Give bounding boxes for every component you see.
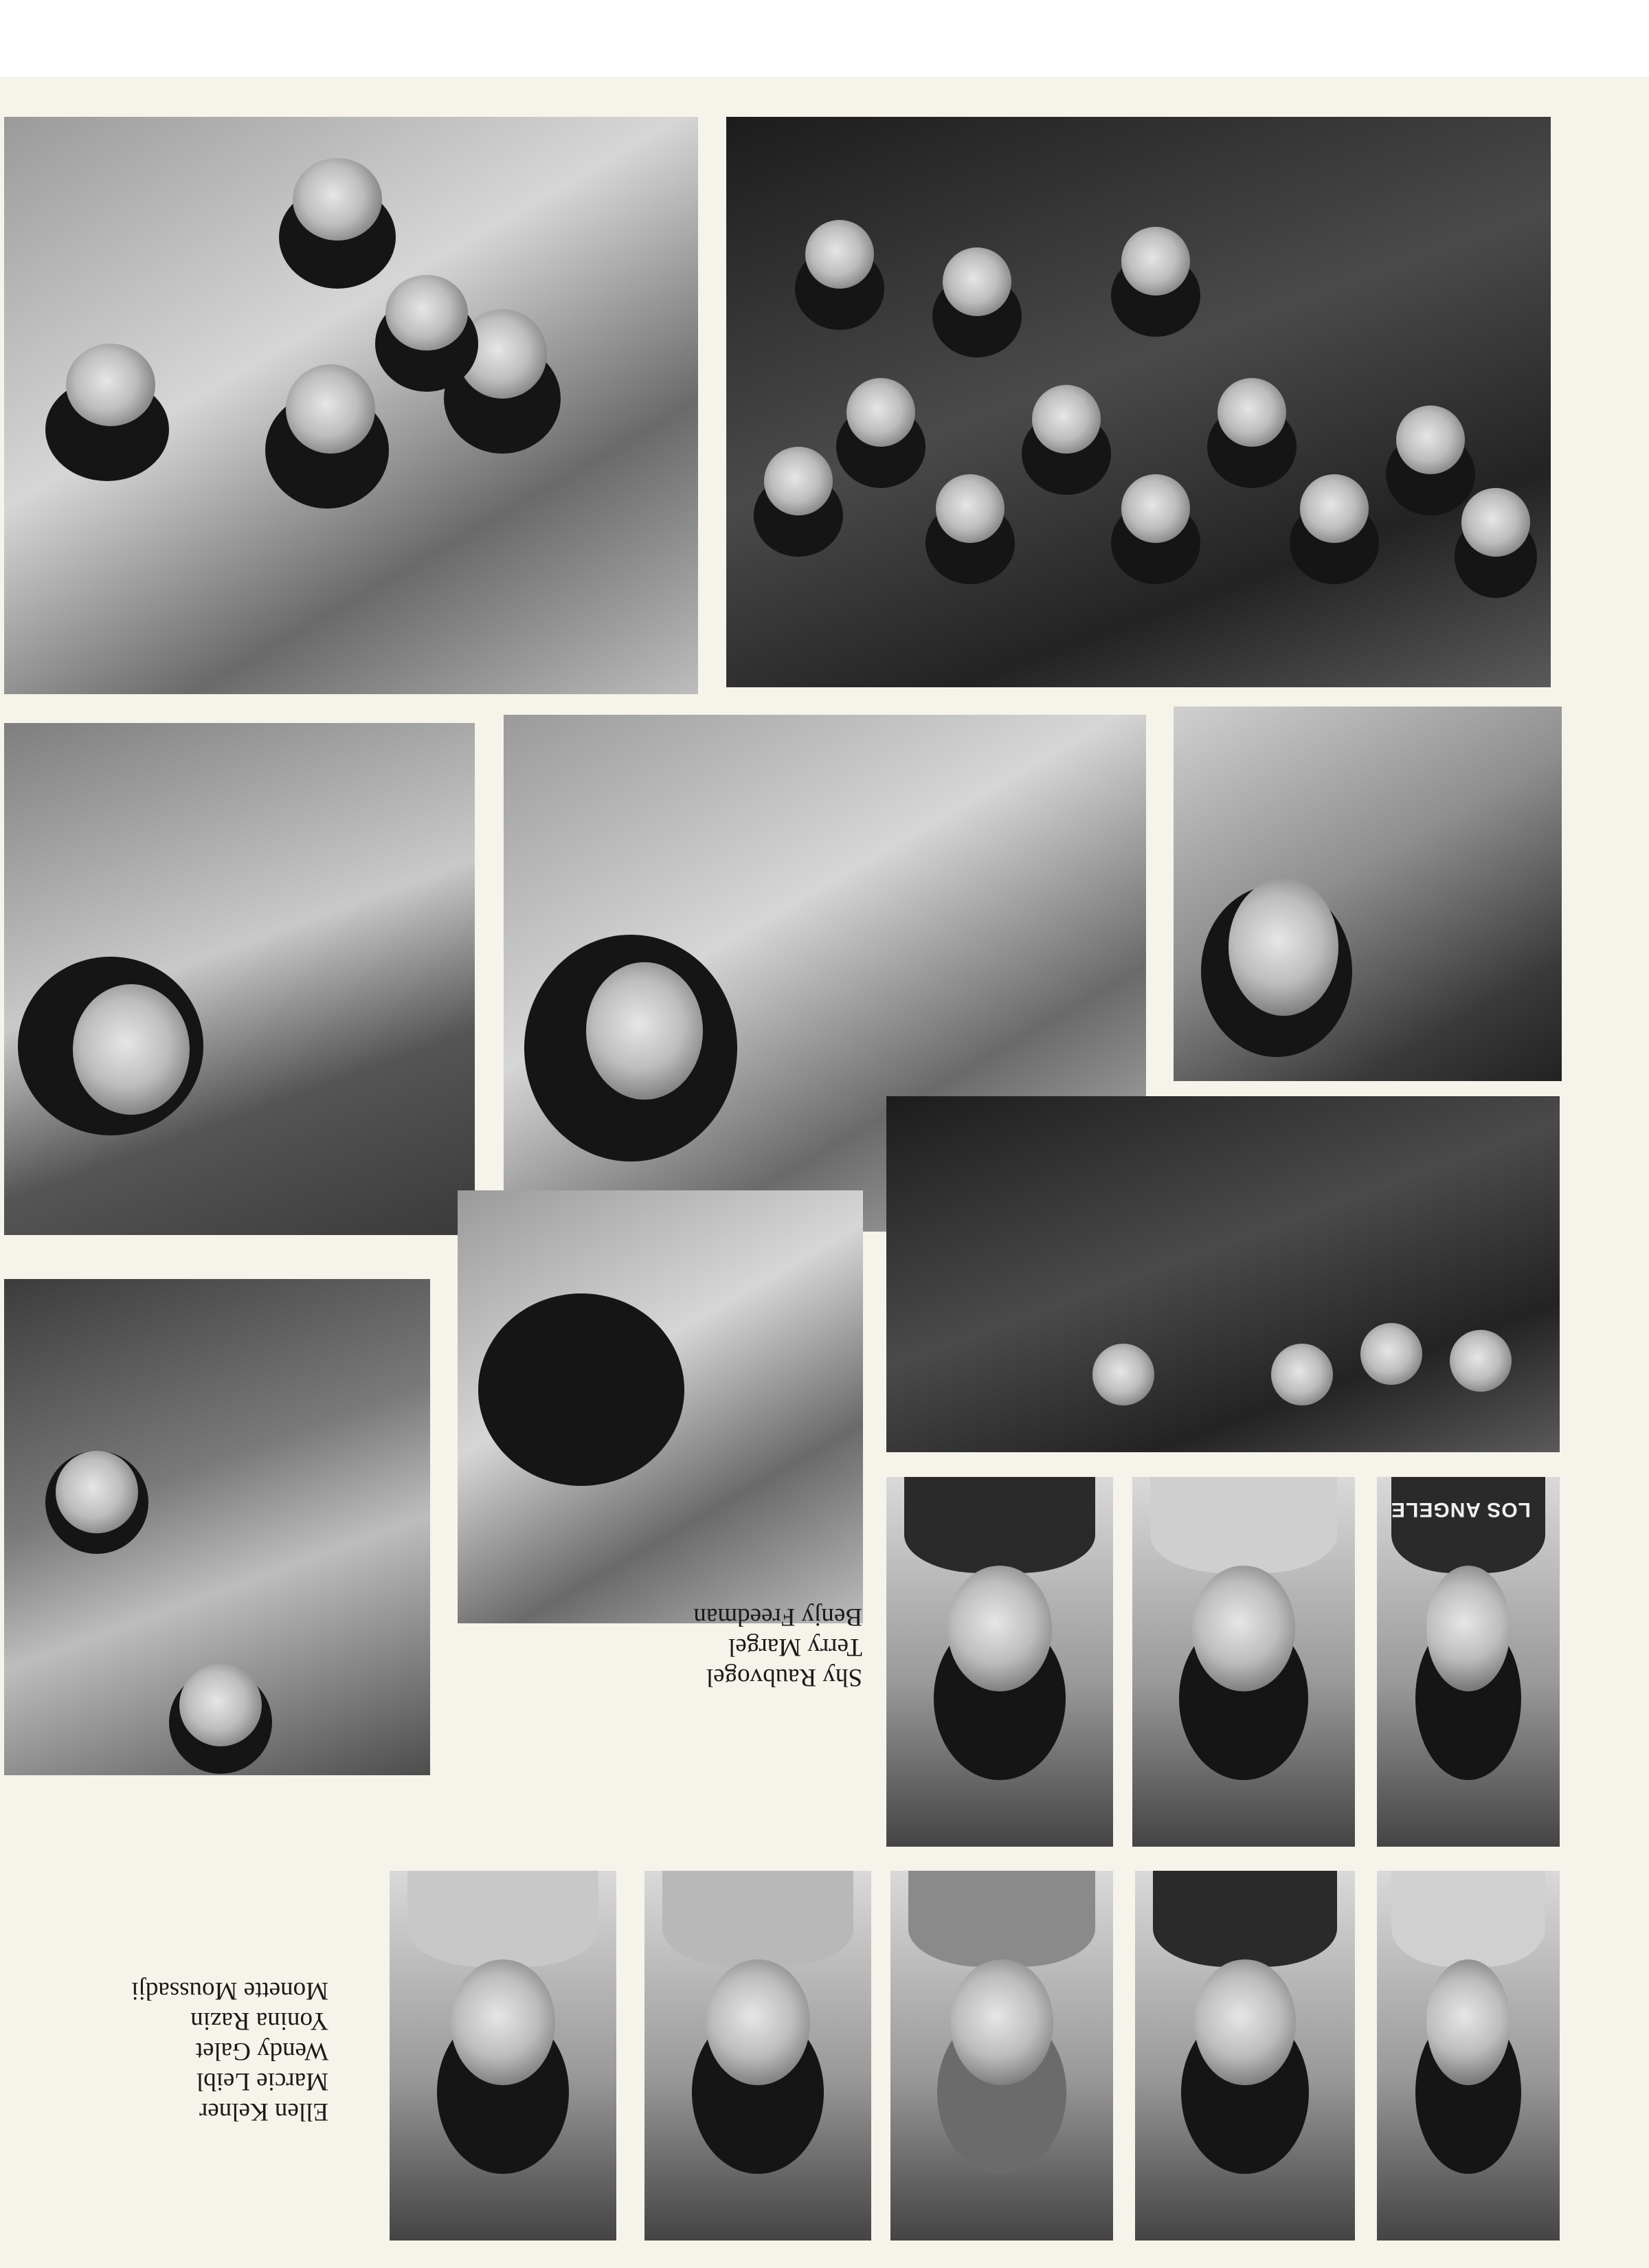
child-face: [1092, 1344, 1154, 1405]
student-face: [385, 275, 468, 351]
portrait-marcie-leibl: [644, 1871, 871, 2241]
photo-students-at-table: [4, 117, 698, 694]
student-face: [805, 220, 874, 289]
caption-name: Monette Moussadji: [131, 1977, 328, 2005]
student-face: [943, 247, 1011, 316]
student-face: [56, 1451, 138, 1533]
photo-class-group: [726, 117, 1551, 687]
caption-name: Wendy Galet: [195, 2037, 328, 2065]
portrait-ellen-kelner: [390, 1871, 616, 2241]
student-face: [1396, 405, 1465, 474]
student-face: [1121, 474, 1190, 543]
student-face: [1229, 878, 1338, 1016]
student-face: [1218, 378, 1286, 447]
cap: [478, 1293, 684, 1486]
shirt-text: LOS ANGELE: [1391, 1498, 1531, 1521]
portrait-terry-margel: [1132, 1477, 1355, 1847]
student-face: [1300, 474, 1369, 543]
student-face: [846, 378, 915, 447]
page-sheet: [0, 77, 1649, 2268]
student-face: [1461, 488, 1530, 557]
caption-name: Shy Raubvogel: [706, 1663, 862, 1691]
student-face: [73, 984, 190, 1115]
caption-name: Yonina Razin: [190, 2007, 328, 2035]
student-face: [936, 474, 1005, 543]
caption-left-group: [109, 1975, 328, 2126]
photo-children-at-table: [886, 1096, 1560, 1452]
student-face: [586, 962, 703, 1100]
portrait-benjy-freedman: [1377, 1477, 1560, 1847]
photo-students-with-string: [4, 1279, 430, 1775]
caption-name: Marcie Leibl: [196, 2067, 328, 2095]
portrait-wendy-galet: [890, 1871, 1113, 2241]
caption-right-group: [656, 1601, 862, 1692]
portrait-yonina-razin: [1135, 1871, 1355, 2241]
photo-student-in-cap: [458, 1190, 863, 1623]
student-face: [764, 447, 833, 515]
caption-name: Ellen Kelner: [199, 2098, 328, 2126]
caption-name: Benjy Freedman: [693, 1603, 862, 1631]
student-face: [1121, 227, 1190, 296]
student-face: [179, 1664, 262, 1746]
photo-student-at-window: [1174, 707, 1562, 1081]
portrait-monette-moussadji: [1377, 1871, 1560, 2241]
child-face: [1360, 1323, 1422, 1385]
child-face: [1271, 1344, 1333, 1405]
student-face: [1032, 385, 1101, 454]
student-face: [66, 344, 155, 426]
student-face: [286, 364, 375, 454]
caption-name: Terry Margel: [728, 1633, 862, 1661]
student-face: [293, 158, 382, 241]
portrait-shy-raubvogel: [886, 1477, 1113, 1847]
photo-student-at-chalkboard: [4, 723, 475, 1235]
child-face: [1450, 1330, 1512, 1392]
